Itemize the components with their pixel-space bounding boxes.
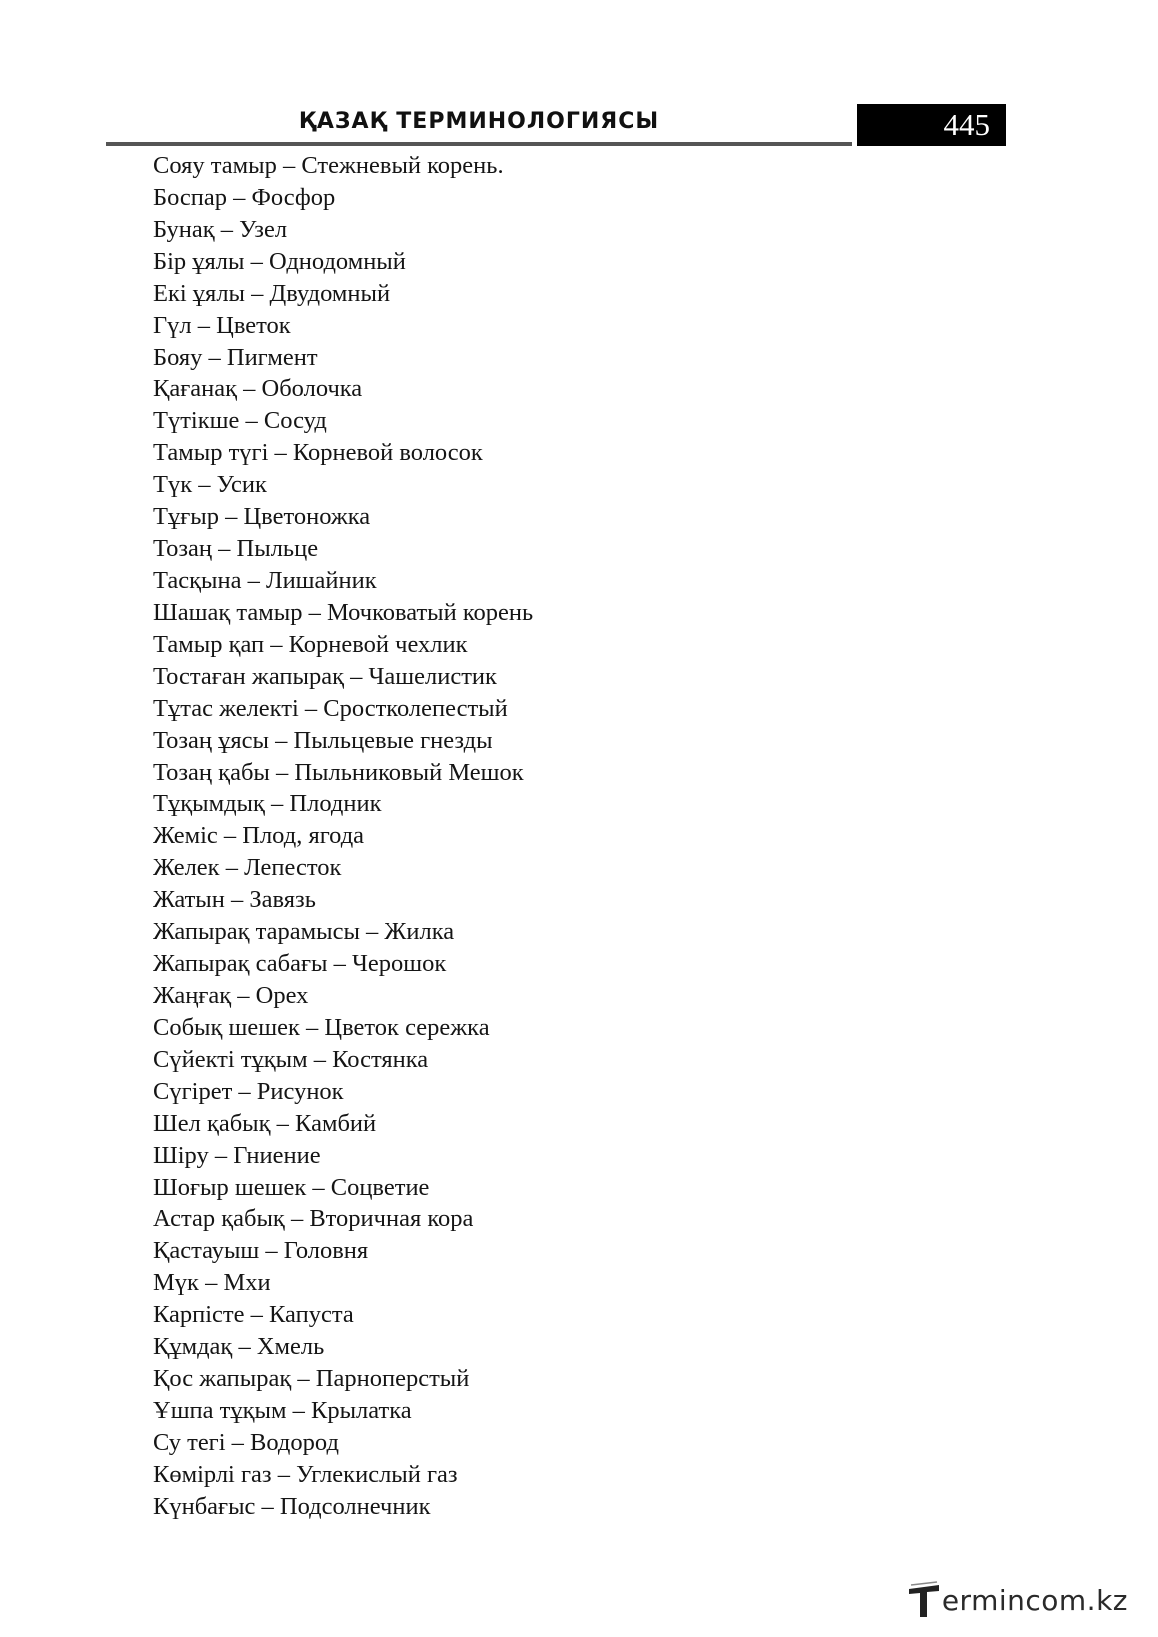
term-entry: Түтікше – Сосуд: [153, 407, 327, 435]
term-entry: Тамыр түгі – Корневой волосок: [153, 439, 483, 467]
term-entry: Карпісте – Капуста: [153, 1301, 354, 1329]
term-entry: Тозаң қабы – Пыльниковый Мешок: [153, 758, 524, 786]
term-entry: Жапырақ тарамысы – Жилка: [153, 918, 455, 946]
term-entry: Тамыр қап – Корневой чехлик: [153, 630, 468, 658]
term-list: [153, 150, 533, 1523]
term-entry: Собық шешек – Цветок сережка: [153, 1013, 490, 1041]
term-entry: Желек – Лепесток: [153, 854, 342, 882]
header-rule: [106, 142, 852, 146]
page-number: 445: [857, 104, 1006, 146]
term-entry: Сүгірет – Рисунок: [153, 1077, 344, 1105]
term-entry: Су тегі – Водород: [153, 1428, 339, 1456]
term-entry: Жаңғақ – Орех: [153, 981, 309, 1009]
page-header: [106, 104, 1006, 146]
term-entry: Гүл – Цветок: [153, 311, 291, 339]
term-entry: Бояу – Пигмент: [153, 343, 318, 371]
term-entry: Бунақ – Узел: [153, 215, 288, 243]
term-entry: Қастауыш – Головня: [153, 1237, 369, 1265]
term-entry: Түк – Усик: [153, 471, 267, 499]
term-entry: Күнбағыс – Подсолнечник: [153, 1492, 431, 1520]
term-entry: Құмдақ – Хмель: [153, 1333, 325, 1361]
term-entry: Шіру – Гниение: [153, 1141, 321, 1169]
watermark-text: ermincom.kz: [941, 1584, 1128, 1617]
term-entry: Боспар – Фосфор: [153, 183, 336, 211]
termincom-logo-icon: [907, 1581, 941, 1621]
term-entry: Сояу тамыр – Стежневый корень.: [153, 152, 504, 179]
term-entry: Жапырақ сабағы – Черошок: [153, 950, 447, 978]
term-entry: Бір ұялы – Однодомный: [153, 247, 406, 275]
term-entry: Тұқымдық – Плодник: [153, 790, 382, 818]
term-entry: Шоғыр шешек – Соцветие: [153, 1173, 430, 1201]
term-entry: Көмірлі газ – Углекислый газ: [153, 1460, 458, 1488]
term-entry: Астар қабық – Вторичная кора: [153, 1205, 474, 1233]
term-entry: Шашақ тамыр – Мочковатый корень: [153, 598, 534, 626]
term-entry: Тұғыр – Цветоножка: [153, 503, 371, 531]
term-entry: Екі ұялы – Двудомный: [153, 279, 391, 307]
term-entry: Қағанақ – Оболочка: [153, 375, 363, 403]
term-entry: Тозаң ұясы – Пыльцевые гнезды: [153, 726, 493, 754]
watermark: [907, 1581, 1128, 1621]
term-entry: Сүйекті тұқым – Костянка: [153, 1045, 429, 1073]
term-entry: Шел қабық – Камбий: [153, 1109, 377, 1137]
term-entry: Ұшпа тұқым – Крылатка: [153, 1396, 412, 1424]
term-entry: Жатын – Завязь: [153, 886, 316, 914]
term-entry: Тозаң – Пыльце: [153, 535, 319, 563]
term-entry: Тостаған жапырақ – Чашелистик: [153, 662, 497, 690]
running-header-title: ҚАЗАҚ ТЕРМИНОЛОГИЯСЫ: [298, 109, 660, 134]
term-entry: Тұтас желекті – Сростколепестый: [153, 694, 508, 722]
term-entry: Тасқына – Лишайник: [153, 566, 377, 594]
term-entry: Мүк – Мхи: [153, 1269, 271, 1297]
term-entry: Жеміс – Плод, ягода: [153, 822, 365, 850]
term-entry: Қос жапырақ – Парноперстый: [153, 1365, 470, 1393]
